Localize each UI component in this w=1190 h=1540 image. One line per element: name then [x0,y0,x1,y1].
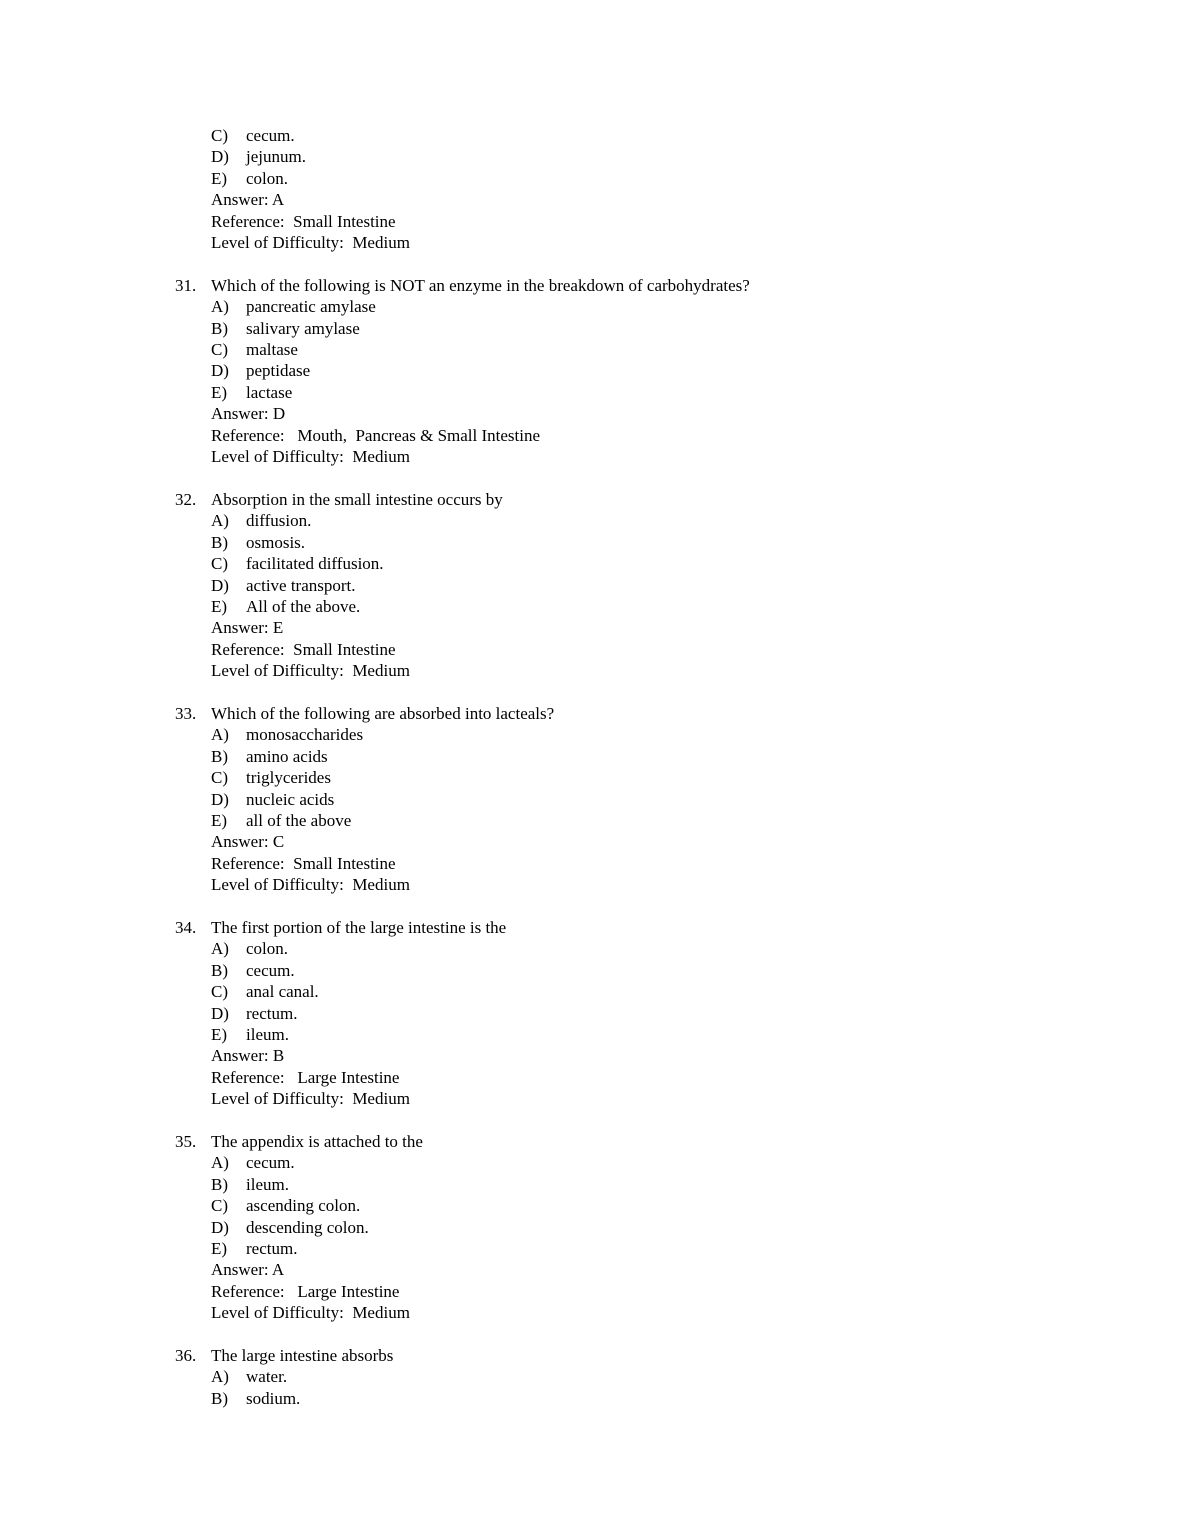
answer-option [211,146,1130,167]
option-letter: A) [211,1153,229,1173]
answer-option [211,1238,1130,1259]
meta-line: Level of Difficulty: Medium [211,661,410,681]
option-letter: B) [211,960,228,980]
option-text: cecum. [246,126,295,145]
answer-option [211,789,1130,810]
option-text: cecum. [246,1153,295,1173]
meta-line: Level of Difficulty: Medium [211,447,410,467]
option-text: osmosis. [246,532,306,552]
meta-line: Reference: Small Intestine [211,211,396,231]
meta-line: Level of Difficulty: Medium [211,1303,410,1323]
option-letter: C) [211,126,228,145]
option-text: all of the above [246,810,352,830]
answer-option [211,767,1130,788]
meta-line: Answer: D [211,404,286,424]
option-letter: A) [211,511,229,531]
option-letter: A) [211,297,229,317]
question-block [175,703,1130,896]
answer-option [211,1174,1130,1195]
option-letter: C) [211,1196,228,1216]
answer-option [211,575,1130,596]
option-text: active transport. [246,575,356,595]
answer-option [211,1195,1130,1216]
answer-option [211,724,1130,745]
meta-line: Reference: Small Intestine [211,639,396,659]
question-line [175,917,1130,938]
question-block [175,1131,1130,1324]
answer-option [211,938,1130,959]
option-text: lactase [246,382,293,402]
question-number: 31. [175,275,197,295]
option-letter: E) [211,596,228,616]
option-letter: D) [211,575,229,595]
answer-option [211,981,1130,1002]
answer-option [211,168,1130,189]
answer-option [211,1152,1130,1173]
option-text: triglycerides [246,768,331,788]
question-text: The large intestine absorbs [211,1346,394,1366]
question-line [175,703,1130,724]
option-letter: E) [211,1025,228,1044]
question-number: 34. [175,917,197,937]
option-letter: D) [211,1003,229,1023]
meta-line: Answer: E [211,618,284,638]
answer-option [211,296,1130,317]
option-text: ascending colon. [246,1196,361,1216]
option-text: descending colon. [246,1217,369,1237]
option-text: cecum. [246,960,295,980]
answer-option [211,1366,1130,1387]
question-text: Absorption in the small intestine occurs by [211,489,503,509]
meta-line: Answer: A [211,1260,285,1280]
option-text: diffusion. [246,511,312,531]
option-letter: A) [211,1367,229,1387]
question-line [175,1345,1130,1366]
answer-option [211,1217,1130,1238]
answer-option [211,1003,1130,1024]
meta-line: Answer: A [211,190,285,210]
option-text: peptidase [246,361,311,381]
question-block [211,125,1130,253]
option-text: colon. [246,939,289,959]
question-line [175,1131,1130,1152]
answer-option [211,960,1130,981]
option-letter: B) [211,1174,228,1194]
option-text: rectum. [246,1239,298,1259]
option-letter: B) [211,1388,228,1408]
question-number: 32. [175,489,197,509]
option-letter: E) [211,1239,228,1259]
question-block [175,917,1130,1110]
option-text: salivary amylase [246,318,360,338]
meta-line: Answer: C [211,832,285,852]
meta-line: Reference: Mouth, Pancreas & Small Intestine [211,425,541,445]
question-line [175,275,1130,296]
option-text: anal canal. [246,982,319,1002]
answer-option [211,339,1130,360]
option-letter: D) [211,361,229,381]
option-letter: C) [211,554,228,574]
answer-option [211,510,1130,531]
option-text: ileum. [246,1174,289,1194]
answer-option [211,360,1130,381]
option-letter: D) [211,789,229,809]
option-letter: A) [211,939,229,959]
answer-option [211,746,1130,767]
answer-option [211,318,1130,339]
answer-option [211,810,1130,831]
option-letter: D) [211,147,229,167]
option-letter: E) [211,810,228,830]
option-text: maltase [246,340,298,360]
answer-option [211,125,1130,146]
question-number: 36. [175,1346,197,1366]
option-text: facilitated diffusion. [246,554,384,574]
meta-line: Level of Difficulty: Medium [211,875,410,895]
question-block [175,275,1130,468]
option-letter: C) [211,340,228,360]
question-number: 35. [175,1132,197,1152]
option-letter: A) [211,725,229,745]
question-block [175,1345,1130,1409]
option-letter: C) [211,768,228,788]
option-letter: B) [211,746,228,766]
option-letter: C) [211,982,228,1002]
answer-option [211,1388,1130,1409]
option-letter: E) [211,382,228,402]
option-text: colon. [246,168,289,188]
option-text: sodium. [246,1388,301,1408]
meta-line: Reference: Small Intestine [211,853,396,873]
meta-line: Level of Difficulty: Medium [211,1089,410,1109]
option-text: pancreatic amylase [246,297,376,317]
answer-option [211,382,1130,403]
question-text: Which of the following is NOT an enzyme in the breakdown of carbohydrates? [211,275,750,295]
meta-line: Reference: Large Intestine [211,1067,400,1087]
meta-line: Answer: B [211,1046,285,1066]
question-number: 33. [175,703,197,723]
answer-option [211,1024,1130,1045]
question-line [175,489,1130,510]
option-letter: E) [211,168,228,188]
meta-line: Level of Difficulty: Medium [211,233,410,253]
option-text: nucleic acids [246,789,335,809]
option-text: ileum. [246,1025,289,1044]
option-letter: D) [211,1217,229,1237]
option-text: All of the above. [246,596,361,616]
option-letter: B) [211,318,228,338]
meta-line: Reference: Large Intestine [211,1281,400,1301]
option-text: jejunum. [246,147,306,167]
question-text: The first portion of the large intestine is the [211,917,507,937]
question-text: Which of the following are absorbed into lacteals? [211,703,555,723]
answer-option [211,596,1130,617]
question-text: The appendix is attached to the [211,1132,423,1152]
option-text: water. [246,1367,288,1387]
option-text: rectum. [246,1003,298,1023]
answer-option [211,553,1130,574]
option-letter: B) [211,532,228,552]
question-block [175,489,1130,682]
option-text: monosaccharides [246,725,364,745]
option-text: amino acids [246,746,328,766]
answer-option [211,532,1130,553]
